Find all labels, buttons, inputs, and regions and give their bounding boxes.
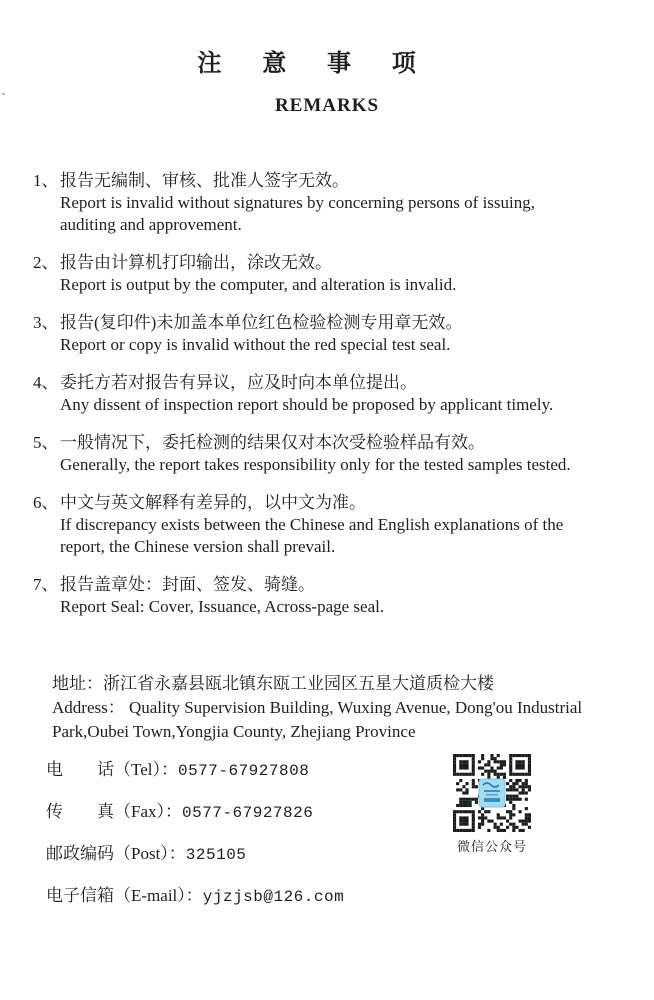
- note-item-7: [33, 574, 654, 618]
- contact-block: [46, 760, 654, 907]
- address-zh: 地址：浙江省永嘉县瓯北镇东瓯工业园区五星大道质检大楼: [52, 673, 494, 693]
- contact-tag: （Tel）：: [114, 759, 178, 779]
- contact-tag: （Fax）：: [114, 801, 182, 821]
- note-text-zh: 报告无编制、审核、批准人签字无效。: [60, 170, 349, 190]
- note-number: 1、: [33, 170, 59, 190]
- contact-email: [46, 886, 654, 907]
- note-text-en: auditing and approvement.: [60, 214, 242, 234]
- note-text-en: If discrepancy exists between the Chinese and English explanations of the: [60, 514, 564, 534]
- email-address: yjzjsb@126.com: [202, 887, 345, 906]
- post-code: 325105: [185, 845, 247, 864]
- note-item-6: [33, 492, 654, 558]
- wechat-qr-block: [453, 754, 531, 855]
- note-item-1: [33, 170, 654, 236]
- address-block: [52, 672, 654, 744]
- note-text-zh: 报告由计算机打印输出，涂改无效。: [60, 252, 332, 272]
- note-item-5: [33, 432, 654, 476]
- note-number: 3、: [33, 312, 59, 332]
- note-text-en: Generally, the report takes responsibility only for the tested samples tested.: [60, 454, 571, 474]
- scan-speckle: [2, 93, 5, 95]
- note-number: 2、: [33, 252, 59, 272]
- note-text-en: Report or copy is invalid without the red special test seal.: [60, 334, 451, 354]
- contact-post: [46, 844, 654, 865]
- fax-number: 0577-67927826: [182, 803, 314, 822]
- note-text-en: Report is invalid without signatures by concerning persons of issuing,: [60, 192, 535, 212]
- wechat-qr-code: [453, 754, 531, 832]
- note-text-en: Any dissent of inspection report should be proposed by applicant timely.: [60, 394, 554, 414]
- note-number: 7、: [33, 574, 59, 594]
- note-number: 5、: [33, 432, 59, 452]
- note-text-zh: 中文与英文解释有差异的，以中文为准。: [60, 492, 366, 512]
- note-item-2: [33, 252, 654, 296]
- note-item-4: [33, 372, 654, 416]
- page-subtitle: REMARKS: [274, 94, 380, 116]
- note-text-zh: 报告(复印件)未加盖本单位红色检验检测专用章无效。: [60, 312, 463, 332]
- note-text-en: Report is output by the computer, and alteration is invalid.: [60, 274, 457, 294]
- address-en: Address： Quality Supervision Building, Wuxing Avenue, Dong'ou Industrial: [52, 697, 583, 717]
- note-text-zh: 委托方若对报告有异议，应及时向本单位提出。: [60, 372, 417, 392]
- note-text-en: Report Seal: Cover, Issuance, Across-page seal.: [60, 596, 385, 616]
- note-number: 6、: [33, 492, 59, 512]
- contact-label: 电 话: [46, 759, 114, 779]
- note-text-zh: 报告盖章处：封面、签发、骑缝。: [60, 574, 315, 594]
- wechat-qr-caption: 微信公众号: [456, 839, 527, 854]
- tel-number: 0577-67927808: [177, 761, 310, 780]
- note-text-zh: 一般情况下，委托检测的结果仅对本次受检验样品有效。: [60, 432, 485, 452]
- page-title: 注意事项: [197, 51, 457, 77]
- notes-list: [33, 170, 654, 618]
- note-item-3: [33, 312, 654, 356]
- contact-fax: [46, 802, 654, 823]
- contact-label: 传 真: [46, 801, 114, 821]
- note-text-en: report, the Chinese version shall prevail.: [60, 536, 336, 556]
- contact-tag: （E-mail）：: [114, 885, 203, 905]
- contact-tel: [46, 760, 654, 781]
- contact-label: 邮政编码: [46, 843, 114, 863]
- note-number: 4、: [33, 372, 59, 392]
- contact-label: 电子信箱: [46, 885, 114, 905]
- address-en: Park,Oubei Town,Yongjia County, Zhejiang Province: [52, 721, 416, 741]
- contact-tag: （Post）：: [114, 843, 186, 863]
